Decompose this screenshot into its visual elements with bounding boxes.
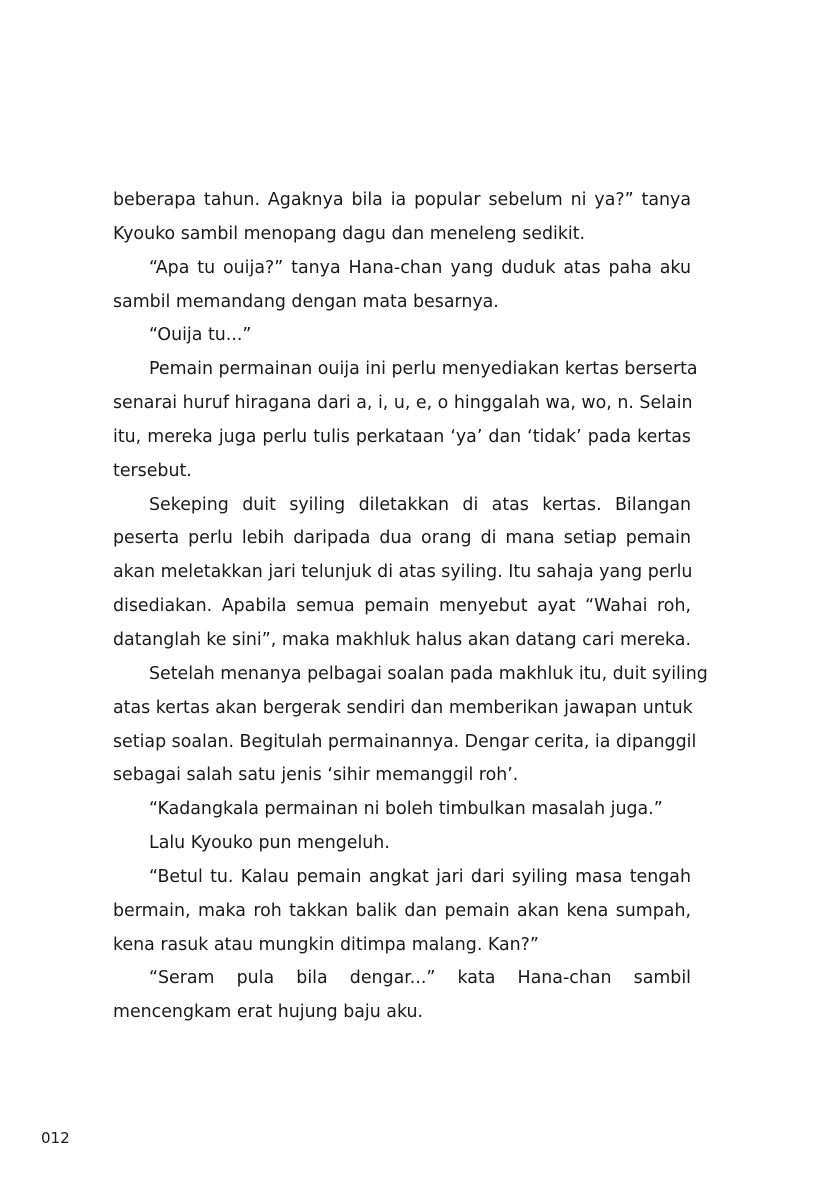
text-line: Sekeping duit syiling diletakkan di atas kertas. Bilangan [149,494,691,515]
text-line: mencengkam erat hujung baju aku. [113,1002,424,1023]
text-line: “Betul tu. Kalau pemain angkat jari dari syiling masa tengah [149,866,691,887]
body-text [113,184,708,1030]
text-line: sebagai salah satu jenis ‘sihir memanggil roh’. [113,765,519,786]
text-line: Kyouko sambil menopang dagu dan meneleng sedikit. [113,223,586,244]
page-number: 012 [41,1129,70,1147]
text-line: kena rasuk atau mungkin ditimpa malang. Kan?” [113,934,539,955]
text-line: tersebut. [113,460,192,481]
text-line: peserta perlu lebih daripada dua orang di mana setiap pemain [113,528,691,549]
text-line: Setelah menanya pelbagai soalan pada makhluk itu, duit syiling [149,663,708,684]
text-line: sambil memandang dengan mata besarnya. [113,291,499,312]
text-line: atas kertas akan bergerak sendiri dan memberikan jawapan untuk [113,697,693,718]
text-line: bermain, maka roh takkan balik dan pemain akan kena sumpah, [113,900,691,921]
text-line: akan meletakkan jari telunjuk di atas syiling. Itu sahaja yang perlu [113,562,693,583]
text-line: “Ouija tu...” [149,325,252,346]
text-line: senarai huruf hiragana dari a, i, u, e, o hinggalah wa, wo, n. Selain [113,393,693,414]
text-line: beberapa tahun. Agaknya bila ia popular sebelum ni ya?” tanya [113,190,691,210]
text-line: itu, mereka juga perlu tulis perkataan ‘ya’ dan ‘tidak’ pada kertas [113,426,691,447]
text-line: “Kadangkala permainan ni boleh timbulkan masalah juga.” [149,799,663,820]
text-line: Lalu Kyouko pun mengeluh. [149,833,390,854]
text-line: setiap soalan. Begitulah permainannya. Dengar cerita, ia dipanggil [113,731,697,752]
text-line: disediakan. Apabila semua pemain menyebut ayat “Wahai roh, [113,596,691,617]
text-line: “Apa tu ouija?” tanya Hana-chan yang duduk atas paha aku [149,257,691,278]
text-line: Pemain permainan ouija ini perlu menyediakan kertas berserta [149,359,698,380]
text-line: datanglah ke sini”, maka makhluk halus akan datang cari mereka. [113,629,691,650]
text-line: “Seram pula bila dengar...” kata Hana-chan sambil [149,968,691,989]
